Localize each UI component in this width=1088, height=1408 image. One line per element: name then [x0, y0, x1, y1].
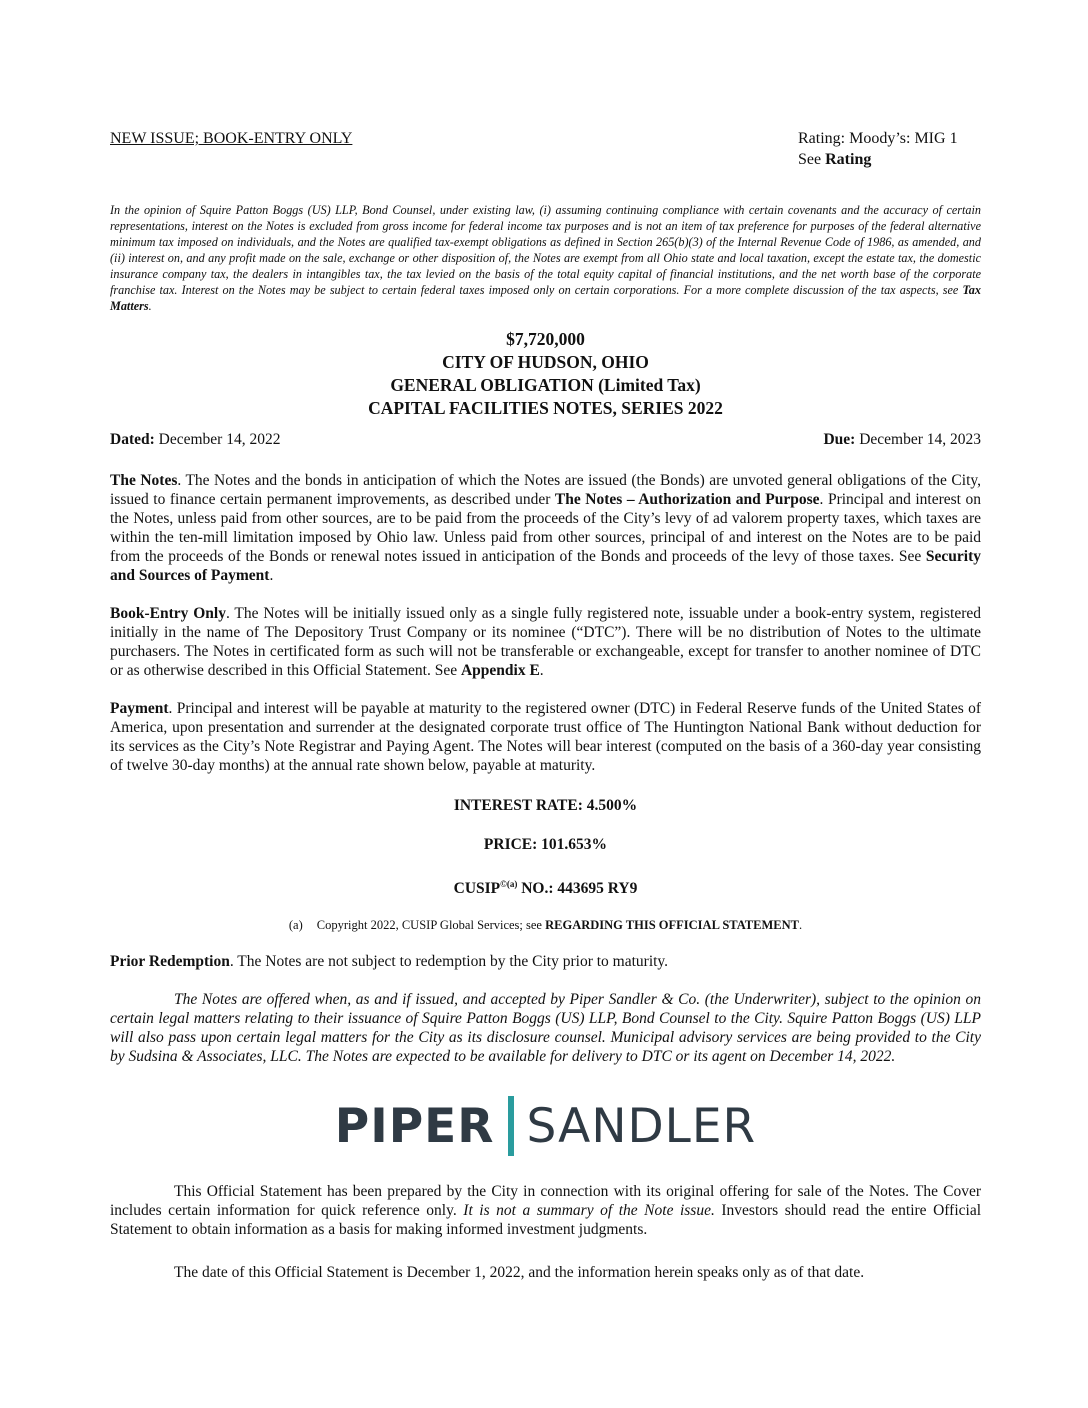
rating-reference: Rating	[825, 151, 872, 168]
logo-word-piper: PIPER	[334, 1098, 495, 1154]
header-row	[110, 128, 981, 170]
the-notes-paragraph: The Notes. The Notes and the bonds in anticipation of which the Notes are issued (the Bonds) are unvoted general obligations of the City, issued to finance certain permanent improvements, as described under The Notes – Authorization and Purpose. Principal and interest on the Notes, unless paid from other sources, are to be paid from the proceeds of the City’s levy of ad valorem property taxes, which taxes are within the ten-mill limitation imposed by Ohio law. Unless paid from other sources, principal of and interest on the Notes are to be paid from the proceeds of the Bonds or renewal notes issued in anticipation of the Bonds and proceeds of the levy of those taxes. See Security and Sources of Payment.	[110, 472, 981, 584]
offering-title	[110, 328, 981, 420]
tax-opinion: In the opinion of Squire Patton Boggs (US) LLP, Bond Counsel, under existing law, (i) assuming continuing compliance with certain covenants and the accuracy of certain representations, interest on the Notes is excluded from gross income for federal income tax purposes and is not an item of tax preference for purposes of the federal alternative minimum tax imposed on individuals, and the Notes are qualified tax-exempt obligations as defined in Section 265(b)(3) of the Internal Revenue Code of 1986, as amended, and (ii) interest on, and any profit made on the sale, exchange or other disposition of, the Notes are exempt from all Ohio state and local taxation, except the estate tax, the domestic insurance company tax, the dealers in intangibles tax, the tax levied on the basis of the total equity capital of financial institutions, and the net worth base of the corporate franchise tax. Interest on the Notes may be subject to certain federal taxes imposed only on certain corporations. For a more complete discussion of the tax aspects, see Tax Matters.	[110, 203, 981, 313]
issue-type: NEW ISSUE; BOOK-ENTRY ONLY	[110, 130, 353, 147]
rating-block	[798, 128, 981, 170]
book-entry-paragraph: Book-Entry Only. The Notes will be initially issued only as a single fully registered note, issuable under a book-entry system, registered initially in the name of The Depository Trust Company or its nominee (“DTC”). There will be no distribution of Notes to the ultimate purchasers. The Notes in certificated form as such will not be transferable or exchangeable, except for transfer to another nominee of DTC or as otherwise described in this Official Statement. See Appendix E.	[110, 605, 981, 679]
dated-date: Dated: December 14, 2022	[110, 431, 281, 448]
payment-paragraph: Payment. Principal and interest will be payable at maturity to the registered owner (DTC) in Federal Reserve funds of the United States of America, upon presentation and surrender at the designated corporate trust office of The Huntington National Bank without deduction for its services as the City’s Note Registrar and Paying Agent. The Notes will bear interest (computed on the basis of a 360-day year consisting of twelve 30-day months) at the annual rate shown below, payable at maturity.	[110, 700, 981, 774]
prior-redemption-paragraph: Prior Redemption. The Notes are not subject to redemption by the City prior to maturity.	[110, 953, 669, 971]
principal-amount: $7,720,000	[506, 329, 585, 349]
cusip-footnote: (a) Copyright 2022, CUSIP Global Services; see REGARDING THIS OFFICIAL STATEMENT.	[288, 918, 803, 933]
cusip: $CUSIP^{©(a)}$ NO.: 443695 RY9	[453, 879, 638, 898]
note-series: CAPITAL FACILITIES NOTES, SERIES 2022	[368, 398, 723, 418]
tax-matters-reference: Tax Matters	[110, 283, 981, 313]
obligation-type: GENERAL OBLIGATION (Limited Tax)	[390, 375, 701, 395]
official-statement-cover	[110, 128, 981, 1282]
rating-text: Rating: Moody’s: MIG 1	[798, 130, 958, 147]
piper-sandler-logo	[110, 1096, 981, 1156]
offering-paragraph: The Notes are offered when, as and if issued, and accepted by Piper Sandler & Co. (the Underwriter), subject to the opinion on certain legal matters relating to their issuance of Squire Patton Boggs (US) LLP, Bond Counsel to the City. Squire Patton Boggs (US) LLP will also pass upon certain legal matters for the City as its disclosure counsel. Municipal advisory services are being provided to the City by Sudsina & Associates, LLC. The Notes are expected to be available for delivery to DTC or its agent on December 14, 2022.	[110, 991, 981, 1066]
see-rating: See Rating	[798, 151, 872, 168]
interest-rate: INTEREST RATE: 4.500%	[453, 797, 638, 814]
issuer-name: CITY OF HUDSON, OHIO	[442, 352, 649, 372]
logo-divider-bar	[508, 1096, 514, 1156]
statement-date-paragraph: The date of this Official Statement is December 1, 2022, and the information herein speaks only as of that date.	[174, 1264, 865, 1282]
prepared-paragraph: This Official Statement has been prepared by the City in connection with its original offering for sale of the Notes. The Cover includes certain information for quick reference only. It is not a summary of the Note issue. Investors should read the entire Official Statement to obtain information as a basis for making informed investment judgments.	[110, 1183, 982, 1239]
price: PRICE: 101.653%	[483, 836, 608, 853]
logo-word-sandler: SANDLER	[526, 1098, 757, 1154]
dates-row	[110, 430, 981, 450]
due-date: Due: December 14, 2023	[823, 431, 981, 448]
